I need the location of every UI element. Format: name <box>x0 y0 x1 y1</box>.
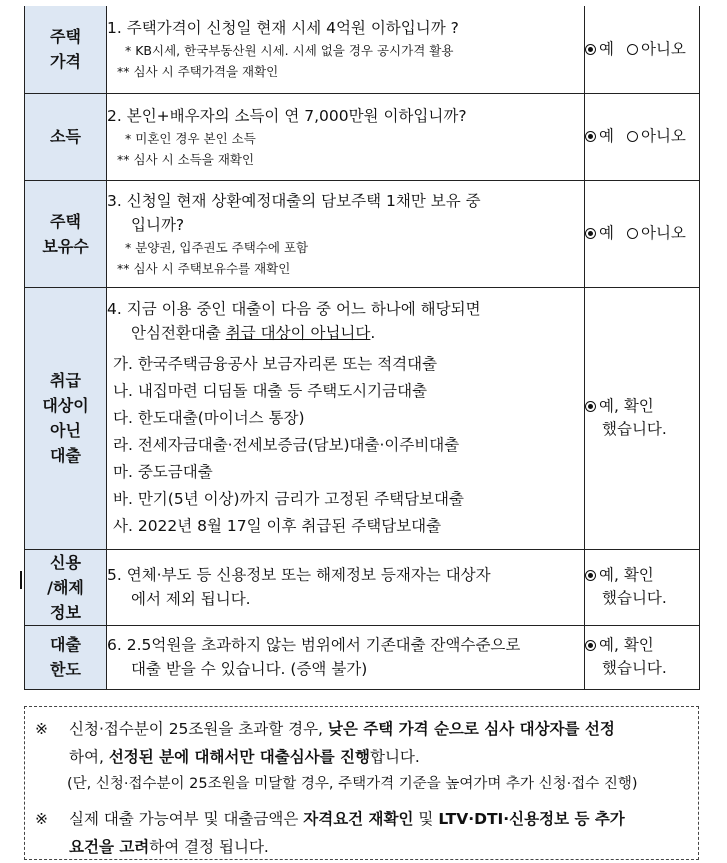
category-label: 아닌 <box>50 421 81 440</box>
margin-mark <box>20 571 22 589</box>
radio-selected-icon[interactable] <box>585 401 596 412</box>
notice-bold-text: 선정된 분에 대해서만 대출심사를 진행 <box>108 748 370 766</box>
yes-label: 예 <box>599 224 614 242</box>
radio-selected-icon[interactable] <box>585 131 596 142</box>
question-text: 3. 신청일 현재 상환예정대출의 담보주택 1채만 보유 중 <box>107 191 481 210</box>
notice-bold-text: 자격요건 재확인 <box>303 810 414 828</box>
notice-text: 하여, <box>69 748 109 766</box>
question-cell <box>107 625 585 689</box>
yes-option[interactable] <box>585 127 614 145</box>
checklist-row-excluded-loans <box>25 287 700 549</box>
yes-label: 예 <box>599 127 614 145</box>
question-note: * KB시세, 한국부동산원 시세. 시세 없을 경우 공시가격 활용 <box>125 43 454 59</box>
category-cell <box>25 180 107 287</box>
answer-cell <box>585 6 700 93</box>
question-text: 대출 받을 수 있습니다. (증액 불가) <box>131 660 368 678</box>
category-label: 취급 <box>50 371 81 390</box>
notice-paragraph <box>33 715 690 771</box>
no-option[interactable] <box>627 127 686 145</box>
excluded-loan-item: 가. 한국주택금융공사 보금자리론 또는 적격대출 <box>113 354 438 373</box>
radio-selected-icon[interactable] <box>585 570 596 581</box>
checklist-row-loan-limit <box>25 625 700 689</box>
confirm-label: 예, 확인 <box>599 566 654 584</box>
excluded-loan-item: 바. 만기(5년 이상)까지 금리가 고정된 주택담보대출 <box>113 489 464 508</box>
category-label: 대출 <box>50 446 81 465</box>
confirm-option[interactable] <box>585 634 699 657</box>
radio-selected-icon[interactable] <box>585 228 596 239</box>
confirm-label: 했습니다. <box>602 420 667 438</box>
no-label: 아니오 <box>640 39 686 58</box>
radio-empty-icon[interactable] <box>627 131 638 142</box>
question-text-part: 안심전환대출 <box>131 323 226 342</box>
category-label: 주택 <box>50 27 81 47</box>
confirm-label: 했습니다. <box>602 659 667 677</box>
yes-option[interactable] <box>585 224 614 242</box>
excluded-loan-item: 사. 2022년 8월 17일 이후 취급된 주택담보대출 <box>113 516 442 535</box>
excluded-loan-item: 다. 한도대출(마이너스 통장) <box>113 408 305 427</box>
excluded-loan-item: 나. 내집마련 디딤돌 대출 등 주택도시기금대출 <box>113 381 428 400</box>
checklist-row-income <box>25 93 700 180</box>
yes-label: 예 <box>599 39 614 58</box>
category-cell <box>25 625 107 689</box>
notice-text: 실제 대출 가능여부 및 대출금액은 <box>69 810 304 828</box>
radio-selected-icon[interactable] <box>585 640 596 651</box>
question-text: 6. 2.5억원을 초과하지 않는 범위에서 기존대출 잔액수준으로 <box>107 636 521 654</box>
radio-empty-icon[interactable] <box>627 228 638 239</box>
category-label: 신용 <box>50 552 81 572</box>
notice-box <box>24 706 699 860</box>
question-text: 1. 주택가격이 신청일 현재 시세 4억원 이하입니까 ? <box>107 19 459 38</box>
question-text-part: . <box>370 323 376 342</box>
no-label: 아니오 <box>640 224 686 242</box>
yes-option[interactable] <box>585 40 614 58</box>
category-cell <box>25 93 107 180</box>
category-label: 대상이 <box>42 396 89 415</box>
confirm-label: 했습니다. <box>602 589 667 607</box>
question-cell <box>107 287 585 549</box>
category-label: 가격 <box>50 52 81 72</box>
category-label: 한도 <box>50 660 81 679</box>
excluded-loan-item: 라. 전세자금대출·전세보증금(담보)대출·이주비대출 <box>113 435 460 454</box>
notice-text: 하여 결정 됩니다. <box>149 838 269 856</box>
checklist-row-house-price <box>25 6 700 93</box>
confirm-option[interactable] <box>585 395 699 418</box>
underlined-emphasis: 취급 대상이 아닙니다 <box>225 323 371 342</box>
radio-empty-icon[interactable] <box>627 44 638 55</box>
question-text: 4. 지금 이용 중인 대출이 다음 중 어느 하나에 해당되면 <box>107 299 481 318</box>
answer-cell <box>585 625 700 689</box>
category-label: /해제 <box>47 577 84 597</box>
notice-bold-text: 낮은 주택 가격 순으로 심사 대상자를 선정 <box>327 720 615 738</box>
category-label: 주택 <box>50 211 81 231</box>
answer-cell <box>585 549 700 625</box>
notice-bold-text: 요건을 고려 <box>69 838 150 856</box>
question-note: * 분양권, 입주권도 주택수에 포함 <box>125 239 309 255</box>
confirm-label: 예, 확인 <box>599 636 654 654</box>
notice-text: 합니다. <box>369 748 420 766</box>
answer-cell <box>585 93 700 180</box>
category-label: 소득 <box>50 127 81 146</box>
answer-cell <box>585 180 700 287</box>
notice-paragraph <box>33 805 690 861</box>
excluded-loan-item: 마. 중도금대출 <box>113 462 213 481</box>
question-cell <box>107 180 585 287</box>
category-cell <box>25 287 107 549</box>
no-option[interactable] <box>627 40 686 58</box>
question-text: 입니까? <box>131 215 185 234</box>
eligibility-checklist-table <box>24 6 700 690</box>
checklist-row-house-count <box>25 180 700 287</box>
question-note: ** 심사 시 주택보유수를 재확인 <box>117 260 291 276</box>
category-label: 정보 <box>50 602 81 622</box>
category-cell <box>25 6 107 93</box>
notice-line <box>69 833 690 861</box>
notice-text: 신청·접수분이 25조원을 초과할 경우, <box>69 720 328 738</box>
question-text: 에서 제외 됩니다. <box>131 590 251 608</box>
confirm-label: 예, 확인 <box>599 397 654 415</box>
category-label: 보유수 <box>42 236 89 256</box>
category-label: 대출 <box>50 635 81 654</box>
no-option[interactable] <box>627 224 686 242</box>
category-cell <box>25 549 107 625</box>
radio-selected-icon[interactable] <box>585 44 596 55</box>
question-cell <box>107 6 585 93</box>
question-note: * 미혼인 경우 본인 소득 <box>125 130 256 146</box>
confirm-option[interactable] <box>585 564 699 587</box>
notice-subnote: (단, 신청·접수분이 25조원을 미달할 경우, 주택가격 기준을 높여가며 추가 신청·접수 진행) <box>67 776 638 792</box>
checklist-row-credit-info <box>25 549 700 625</box>
question-text: 2. 본인+배우자의 소득이 연 7,000만원 이하입니까? <box>107 106 467 125</box>
answer-cell <box>585 287 700 549</box>
notice-text: 및 <box>413 810 439 828</box>
notice-bold-text: LTV·DTI·신용정보 등 추가 <box>438 810 625 828</box>
reference-mark: ※ <box>35 720 48 738</box>
question-note: ** 심사 시 소득을 재확인 <box>117 151 255 167</box>
question-text <box>107 321 584 345</box>
reference-mark: ※ <box>35 810 48 828</box>
question-note: ** 심사 시 주택가격을 재확인 <box>117 64 279 80</box>
no-label: 아니오 <box>640 127 686 145</box>
question-cell <box>107 93 585 180</box>
question-text: 5. 연체·부도 등 신용정보 또는 해제정보 등재자는 대상자 <box>107 566 491 584</box>
notice-line <box>69 743 690 771</box>
question-cell <box>107 549 585 625</box>
